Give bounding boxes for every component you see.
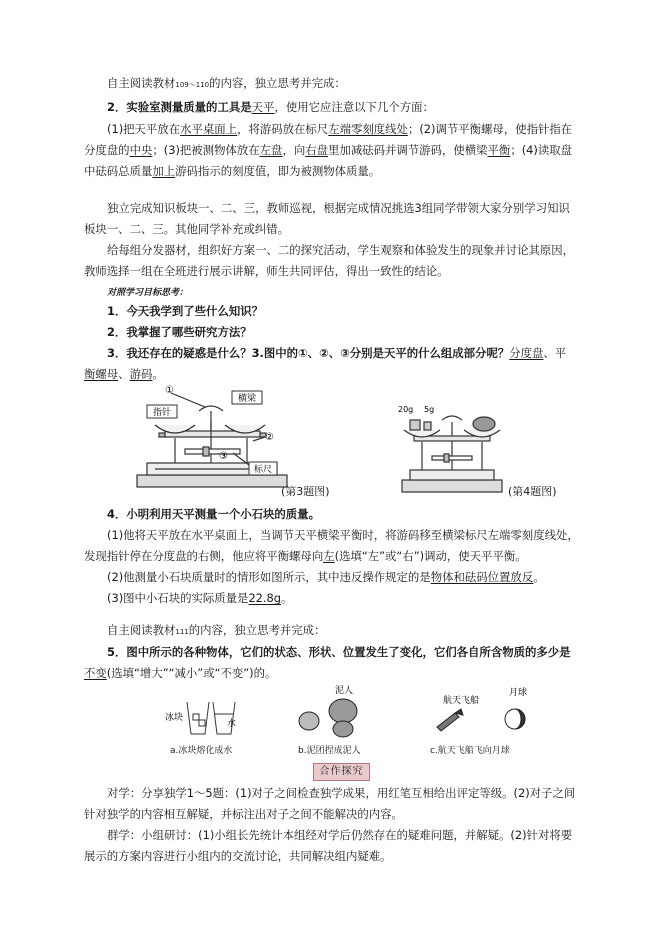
q2-answer: 加上 — [152, 164, 176, 178]
teach-line-2: 板块一、二、三。其他同学补充或纠错。 — [84, 222, 290, 236]
fig3-beam-label: 横梁 — [237, 394, 257, 404]
q4-text: 。 — [281, 591, 293, 605]
q2-stem-post: ，使用它应注意以下几个方面： — [274, 100, 434, 114]
page-range: 109～110 — [175, 81, 210, 89]
q2-text: ；(2)调节平衡螺母，使指针指在 — [407, 122, 573, 136]
q2-line-4 — [84, 163, 380, 180]
fig3-ruler-label: 标尺 — [253, 465, 273, 475]
clay-figure — [295, 683, 375, 741]
teach-line-3: 给每组分发器材，组织好方案一、二的探究活动，学生观察和体验发生的现象并讨论其原因， — [107, 243, 575, 257]
q2-answer: 左盘 — [259, 143, 283, 157]
q4-stem: 4．小明利用天平测量一个小石块的质量。 — [107, 507, 320, 521]
q5-line-2 — [84, 665, 276, 682]
q5-line-1 — [107, 644, 571, 661]
intro-text: 自主阅读教材 — [107, 76, 176, 90]
q5-answer: 不变 — [84, 666, 107, 680]
reflect-q2: 2．我掌握了哪些研究方法？ — [107, 325, 252, 339]
intro-line-2 — [107, 622, 325, 641]
q2-line-3 — [84, 142, 572, 159]
q2-line-1 — [107, 99, 434, 116]
q2-text: 游码指示的刻度值，即为被测物体质量。 — [175, 164, 381, 178]
q2-text: ；(4)读取盘 — [510, 143, 573, 157]
q2-answer-1: 天平 — [251, 100, 275, 114]
page-range: 111 — [175, 628, 189, 636]
group-line-3: 群学：小组研讨：(1)小组长先统计本组经对学后仍然存在的疑难问题，并解疑。(2)针对将要 — [107, 828, 573, 842]
q2-text: (1)把天平放在 — [107, 122, 181, 136]
q2-text: 里加减砝码并调节游码，使横梁 — [328, 143, 488, 157]
q5-text: (选填“增大”“减小”或“不变”)的。 — [106, 666, 277, 680]
q4-text: (选填“左”或“右”)调动，使天平平衡。 — [334, 549, 527, 563]
q4-text: 发现指针停在分度盘的右侧，他应将平衡螺母向 — [84, 549, 324, 563]
q4-text: (3)图中小石块的实际质量是 — [107, 591, 249, 605]
q2-answer: 中央 — [129, 143, 153, 157]
reflect-title: 对照学习目标思考： — [107, 288, 189, 298]
q4-line-1: (1)他将天平放在水平桌面上，当调节天平横梁平衡时，将游码移至横梁标尺左端零刻度线处， — [107, 528, 579, 542]
fig5c-caption: c.航天飞船飞向月球 — [430, 746, 510, 756]
fig4-caption: (第4题图) — [508, 485, 557, 498]
reflect-answer: 分度盘 — [509, 346, 544, 360]
q2-text: ；(3)把被测物体放在 — [152, 143, 260, 157]
q2-answer: 右盘 — [305, 143, 329, 157]
spaceship-figure — [425, 683, 535, 741]
q2-answer: 平衡 — [487, 143, 511, 157]
q2-text: ，将游码放在标尺 — [237, 122, 329, 136]
q2-answer: 左端零刻度线处 — [328, 122, 408, 136]
reflect-answer: 游码 — [129, 367, 153, 381]
ice-water-figure — [165, 690, 240, 740]
q4-line-2 — [84, 548, 527, 565]
q2-answer: 水平桌面上 — [180, 122, 238, 136]
q2-text: 中砝码总质量 — [84, 164, 153, 178]
q4-line-4 — [107, 590, 292, 607]
intro-text-post: 的内容，独立思考并完成： — [209, 76, 346, 90]
balance-figure-3 — [125, 383, 295, 498]
q2-text: 分度盘的 — [84, 143, 130, 157]
intro-text-post: 的内容，独立思考并完成： — [188, 623, 326, 637]
group-line-2: 针对独学的内容相互解疑，并标注出对子之间不能解决的内容。 — [84, 807, 403, 821]
intro-line-1 — [107, 75, 346, 94]
reflect-q3-text: 3．我还存在的疑惑是什么？3.图中的①、②、③分别是天平的什么组成部分呢？ — [107, 346, 510, 360]
fig5a-water-label: 水 — [227, 719, 237, 729]
fig5a-caption: a.冰块熔化成水 — [170, 746, 233, 756]
reflect-text: 、平 — [543, 346, 567, 360]
q2-stem: 2．实验室测量质量的工具是 — [107, 100, 252, 114]
q4-answer-1: 左 — [323, 549, 335, 563]
teach-line-1: 独立完成知识板块一、二、三，教师巡视，根据完成情况挑选3组同学带领大家分别学习知识 — [107, 201, 570, 215]
fig5c-ship-label: 航天飞船 — [443, 696, 480, 706]
section-badge: 合作探究 — [313, 763, 370, 781]
balance-figure-4 — [392, 400, 512, 500]
q4-text: 。 — [533, 570, 545, 584]
intro-text: 自主阅读教材 — [107, 623, 176, 637]
q5-stem: 5．图中所示的各种物体，它们的状态、形状、位置发生了变化，它们各自所含物质的多少是 — [107, 645, 571, 659]
q4-text: (2)他测量小石块质量时的情形如图所示，其中违反操作规定的是 — [107, 570, 431, 584]
fig3-caption: (第3题图) — [281, 485, 330, 498]
q4-answer-2: 物体和砝码位置放反 — [430, 570, 534, 584]
q2-text: ，向 — [282, 143, 306, 157]
fig5a-ice-label: 冰块 — [165, 713, 184, 723]
fig3-mark-3: ③ — [219, 451, 228, 462]
reflect-q3-line-2 — [84, 366, 164, 383]
q2-line-2 — [107, 121, 572, 138]
teach-line-4: 教师选择一组在全班进行展示讲解，师生共同评估，得出一致性的结论。 — [84, 264, 449, 278]
q4-answer-3: 22.8g — [248, 591, 282, 605]
reflect-q3-line-1 — [107, 345, 566, 362]
fig3-mark-2: ② — [265, 432, 274, 443]
fig4-weight-20g: 20g — [398, 405, 414, 414]
fig3-mark-1: ① — [165, 385, 174, 396]
fig5c-moon-label: 月球 — [509, 688, 528, 698]
reflect-q1: 1．今天我学到了些什么知识？ — [107, 304, 264, 318]
reflect-answer: 衡螺母 — [84, 367, 119, 381]
q4-line-3 — [107, 569, 545, 586]
reflect-text: 。 — [152, 367, 164, 381]
reflect-text: 、 — [118, 367, 130, 381]
fig5b-caption: b.泥团捏成泥人 — [298, 746, 361, 756]
fig3-pointer-label: 指针 — [152, 408, 172, 418]
group-line-4: 展示的方案内容进行小组内的交流讨论，共同解决组内疑难。 — [84, 849, 392, 863]
fig4-weight-5g: 5g — [424, 405, 435, 414]
group-line-1: 对学：分享独学1～5题：(1)对子之间检查独学成果，用红笔互相给出评定等级。(2)对子之间 — [107, 786, 576, 800]
fig5b-label: 泥人 — [335, 686, 354, 696]
